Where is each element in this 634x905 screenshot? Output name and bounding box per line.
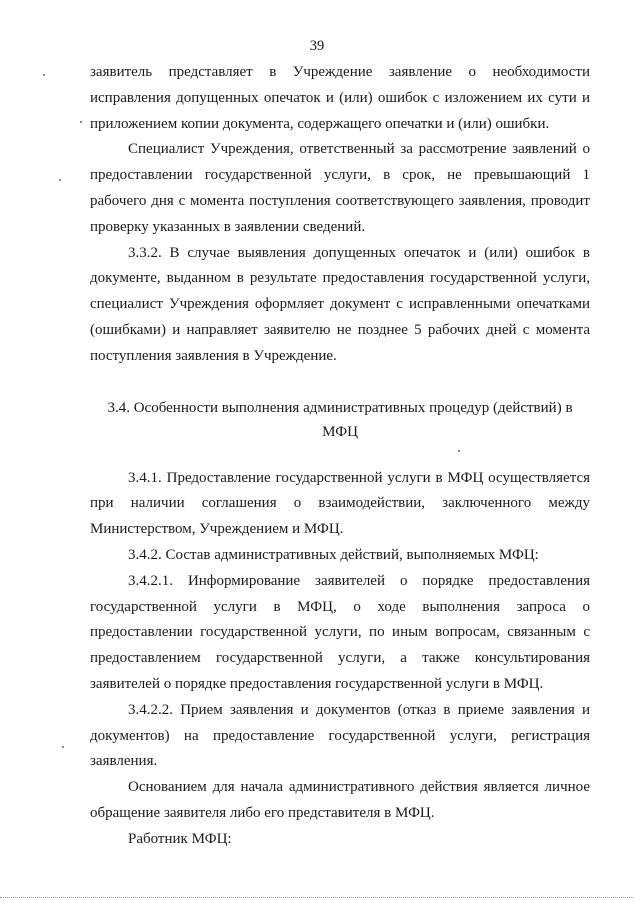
paragraph-3-4-2-2: 3.4.2.2. Прием заявления и документов (отказ в приеме заявления и документов) на предоставление государственной услуги, регистрация заявления. [90,701,590,770]
spacer [90,370,590,396]
document-body [90,60,590,853]
section-heading-line-2: МФЦ [322,423,358,440]
paragraph-3-4-1: 3.4.1. Предоставление государственной услуги в МФЦ осуществляется при наличии соглашения о взаимодействии, заключенного между Министерством, Учреждением и МФЦ. [90,469,590,538]
scan-speck [62,746,64,748]
scan-speck [43,74,45,76]
paragraph-3-3-2: 3.3.2. В случае выявления допущенных опечаток и (или) ошибок в документе, выданном в результате предоставления государственной услуги, специалист Учреждения оформляет документ с исправленными опечатками (ошибками) и направляет заявителю не позднее 5 рабочих дней с момента поступления заявления в Учреждение. [90,244,590,364]
paragraph-continuation: заявитель представляет в Учреждение заявление о необходимости исправления допущенных опечаток и (или) ошибок с изложением их сути и приложением копии документа, содержащего опечатки и (или) ошибки. [90,64,590,132]
paragraph-specialist-review: Специалист Учреждения, ответственный за рассмотрение заявлений о предоставлении государственной услуги, в срок, не превышающий 1 рабочего дня с момента поступления соответствующего заявления, проводит проверку указанных в заявлении сведений. [90,141,590,235]
paragraph-3-4-2: 3.4.2. Состав административных действий, выполняемых МФЦ: [128,546,539,563]
paragraph-basis: Основанием для начала административного действия является личное обращение заявителя либо его представителя в МФЦ. [90,779,590,821]
page-number: 39 [309,38,325,54]
scan-speck [80,121,82,123]
section-heading-line-1: 3.4. Особенности выполнения административных процедур (действий) в [107,399,573,416]
paragraph-mfc-worker: Работник МФЦ: [128,830,232,847]
paragraph-3-4-2-1: 3.4.2.1. Информирование заявителей о порядке предоставления государственной услуги в МФЦ, о ходе выполнения запроса о предоставлении государственной услуги, по иным вопросам, связанным с предоставлением государственной услуги, а также консультирования заявителей о порядке предоставления государственной услуги в МФЦ. [90,572,590,692]
section-heading [80,396,600,444]
scan-speck [458,450,460,452]
scan-speck [59,179,61,181]
scan-edge [0,897,634,899]
spacer [90,444,590,466]
